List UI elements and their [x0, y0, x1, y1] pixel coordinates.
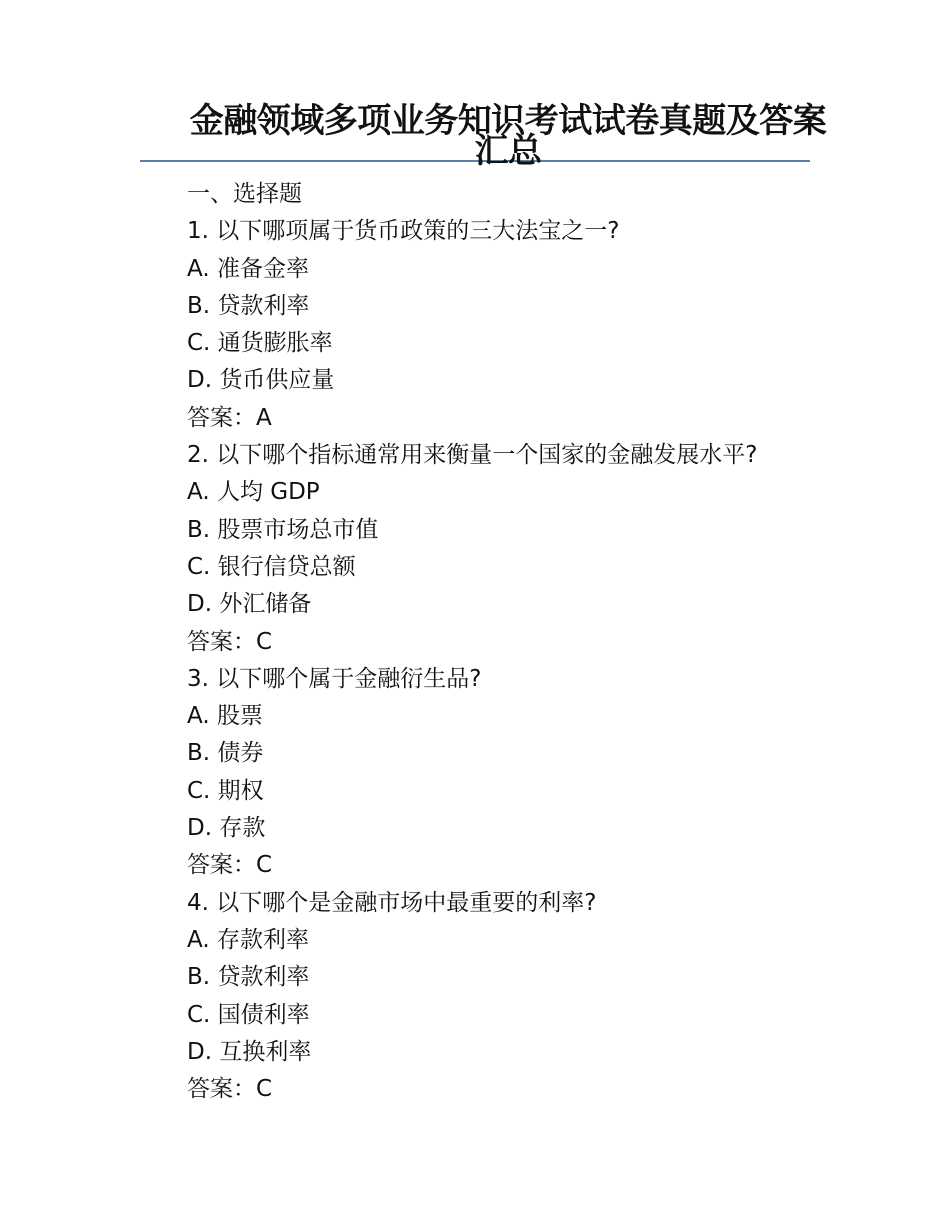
question-text: 4. 以下哪个是金融市场中最重要的利率?: [187, 889, 597, 916]
answer-text: 答案：C: [187, 852, 273, 879]
answer-text: 答案：A: [187, 404, 272, 431]
option-b: B. 股票市场总市值: [187, 516, 379, 543]
answer-text: 答案：C: [187, 628, 273, 655]
option-a: A. 股票: [187, 703, 263, 730]
option-c: C. 期权: [187, 777, 264, 804]
section-heading: 一、选择题: [187, 181, 302, 207]
question-block-2: [187, 437, 827, 661]
question-text: 2. 以下哪个指标通常用来衡量一个国家的金融发展水平?: [187, 442, 758, 469]
option-c: C. 银行信贷总额: [187, 553, 356, 580]
option-b: B. 债券: [187, 740, 264, 767]
option-b: B. 贷款利率: [187, 292, 310, 319]
option-a: A. 存款利率: [187, 926, 309, 953]
question-text: 1. 以下哪项属于货币政策的三大法宝之一?: [187, 218, 620, 245]
question-block-1: [187, 213, 827, 437]
question-block-4: [187, 885, 827, 1109]
answer-text: 答案：C: [187, 1076, 273, 1103]
option-d: D. 货币供应量: [187, 367, 335, 394]
option-d: D. 外汇储备: [187, 591, 312, 618]
option-c: C. 国债利率: [187, 1001, 310, 1028]
option-a: A. 人均 GDP: [187, 479, 320, 506]
question-block-3: [187, 661, 827, 885]
option-d: D. 存款: [187, 815, 266, 842]
document-body: [187, 176, 827, 1108]
option-d: D. 互换利率: [187, 1038, 312, 1065]
option-c: C. 通货膨胀率: [187, 330, 333, 357]
document-title: 金融领域多项业务知识考试试卷真题及答案汇总: [189, 101, 827, 171]
title-block: [140, 100, 827, 171]
option-a: A. 准备金率: [187, 255, 309, 282]
option-b: B. 贷款利率: [187, 964, 310, 991]
question-text: 3. 以下哪个属于金融衍生品?: [187, 665, 482, 692]
